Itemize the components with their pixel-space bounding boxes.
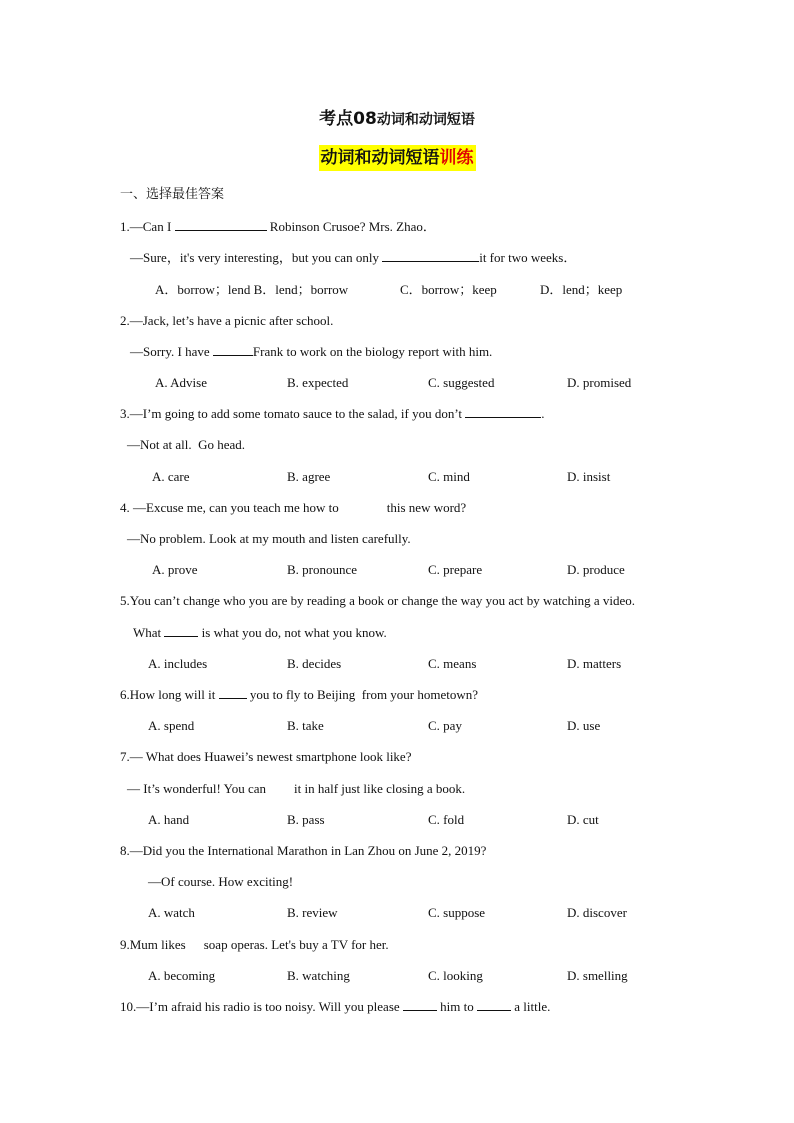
q10-text-b: him to: [436, 999, 477, 1014]
q3-option-d[interactable]: D. insist: [567, 469, 611, 484]
q7-line1: 7.— What does Huawei’s newest smartphone look like?: [120, 749, 412, 764]
q5-text-b: What: [133, 625, 165, 640]
q4-line2: —No problem. Look at my mouth and listen carefully.: [127, 531, 411, 546]
q9-text-b: soap operas. Let's buy a TV for her.: [203, 937, 389, 952]
q6-option-d[interactable]: D. use: [567, 718, 601, 733]
q3-text-a: 3.—I’m going to add some tomato sauce to the salad, if you don’t: [120, 406, 466, 421]
q4-option-c[interactable]: C. prepare: [428, 562, 483, 577]
q6-text-b: you to fly to Beijing from your hometown?: [246, 687, 479, 702]
q3-text-b: .: [541, 406, 545, 421]
q1-text-d: it for two weeks．: [479, 250, 577, 265]
q8-option-a[interactable]: A. watch: [148, 905, 195, 920]
q9-option-c[interactable]: C. looking: [428, 968, 483, 983]
q8-option-d[interactable]: D. discover: [567, 905, 627, 920]
q2-text-c: Frank to work on the biology report with him.: [252, 344, 493, 359]
q10-line1: [120, 998, 550, 1016]
q2-line1: 2.—Jack, let’s have a picnic after school.: [120, 313, 334, 328]
q3-blank: [465, 405, 541, 418]
q2-blank: [213, 343, 253, 356]
q3-option-a[interactable]: A. care: [152, 469, 190, 484]
q2-option-c[interactable]: C. suggested: [428, 375, 495, 390]
q8-option-b[interactable]: B. review: [287, 905, 338, 920]
q4-line1: [120, 499, 466, 517]
q8-option-c[interactable]: C. suppose: [428, 905, 486, 920]
q5-text-c: is what you do, not what you know.: [198, 625, 387, 640]
q6-option-c[interactable]: C. pay: [428, 718, 462, 733]
q1-line1: [120, 218, 436, 236]
q7-text-b: — It’s wonderful! You can: [127, 781, 267, 796]
q6-line1: [120, 686, 478, 704]
q1-option-d[interactable]: D．lend；keep: [540, 282, 623, 297]
q4-text-b: this new word?: [386, 500, 467, 515]
q2-text-b: —Sorry. I have: [130, 344, 213, 359]
q4-text-a: 4. —Excuse me, can you teach me how to: [120, 500, 339, 515]
q2-line2: [130, 343, 492, 361]
q10-text-a: 10.—I’m afraid his radio is too noisy. Will you please: [120, 999, 403, 1014]
section-heading: 一、选择最佳答案: [120, 187, 225, 202]
q9-option-a[interactable]: A. becoming: [148, 968, 216, 983]
q7-option-c[interactable]: C. fold: [428, 812, 465, 827]
q3-line1: [120, 405, 545, 423]
q6-text-a: 6.How long will it: [120, 687, 219, 702]
q1-text-a: 1.—Can I: [120, 219, 175, 234]
title-rest: 动词和动词短语: [376, 112, 475, 128]
q2-option-d[interactable]: D. promised: [567, 375, 632, 390]
q3-option-b[interactable]: B. agree: [287, 469, 331, 484]
q6-option-a[interactable]: A. spend: [148, 718, 195, 733]
q9-line1: [120, 936, 389, 954]
q4-option-a[interactable]: A. prove: [152, 562, 198, 577]
q9-text-a: 9.Mum likes: [120, 937, 186, 952]
q8-line1: 8.—Did you the International Marathon in Lan Zhou on June 2, 2019?: [120, 843, 487, 858]
q1-blank-2: [382, 249, 479, 262]
q5-blank: [164, 624, 198, 637]
q5-line2: [133, 624, 387, 642]
q6-blank: [219, 686, 247, 699]
q3-option-c[interactable]: C. mind: [428, 469, 470, 484]
q10-text-c: a little.: [511, 999, 551, 1014]
q5-line1: 5.You can’t change who you are by reading a book or change the way you act by watching a video.: [120, 593, 636, 608]
q1-text-b: Robinson Crusoe? Mrs. Zhao．: [266, 219, 436, 234]
q4-option-d[interactable]: D. produce: [567, 562, 625, 577]
q2-option-a[interactable]: A. Advise: [155, 375, 207, 390]
q1-text-c: —Sure，it's very interesting，but you can only: [130, 250, 383, 265]
subtitle-wrap: [0, 145, 794, 171]
q5-option-c[interactable]: C. means: [428, 656, 477, 671]
highlighted-subtitle: [319, 145, 476, 171]
q3-line2: —Not at all. Go head.: [127, 437, 246, 452]
q5-option-d[interactable]: D. matters: [567, 656, 622, 671]
subtitle-main: 动词和动词短语: [320, 148, 440, 168]
q1-option-c[interactable]: C．borrow；keep: [400, 282, 497, 297]
q5-option-a[interactable]: A. includes: [148, 656, 208, 671]
q1-blank-1: [175, 218, 267, 231]
q7-text-c: it in half just like closing a book.: [294, 781, 466, 796]
q6-option-b[interactable]: B. take: [287, 718, 324, 733]
q1-line2: [130, 249, 576, 267]
subtitle-red: 训练: [439, 148, 474, 168]
q5-option-b[interactable]: B. decides: [287, 656, 342, 671]
q7-option-a[interactable]: A. hand: [148, 812, 190, 827]
q10-blank-2: [477, 998, 511, 1011]
q9-option-d[interactable]: D. smelling: [567, 968, 628, 983]
q7-line2: [127, 780, 465, 798]
q10-blank-1: [403, 998, 437, 1011]
q7-option-d[interactable]: D. cut: [567, 812, 599, 827]
q9-option-b[interactable]: B. watching: [287, 968, 350, 983]
q1-option-ab[interactable]: A．borrow；lend B．lend；borrow: [155, 282, 349, 297]
q4-option-b[interactable]: B. pronounce: [287, 562, 358, 577]
q2-option-b[interactable]: B. expected: [287, 375, 349, 390]
page-title: [0, 104, 794, 129]
title-bold: 考点08: [319, 109, 377, 129]
q8-line2: —Of course. How exciting!: [148, 874, 294, 889]
q7-option-b[interactable]: B. pass: [287, 812, 325, 827]
